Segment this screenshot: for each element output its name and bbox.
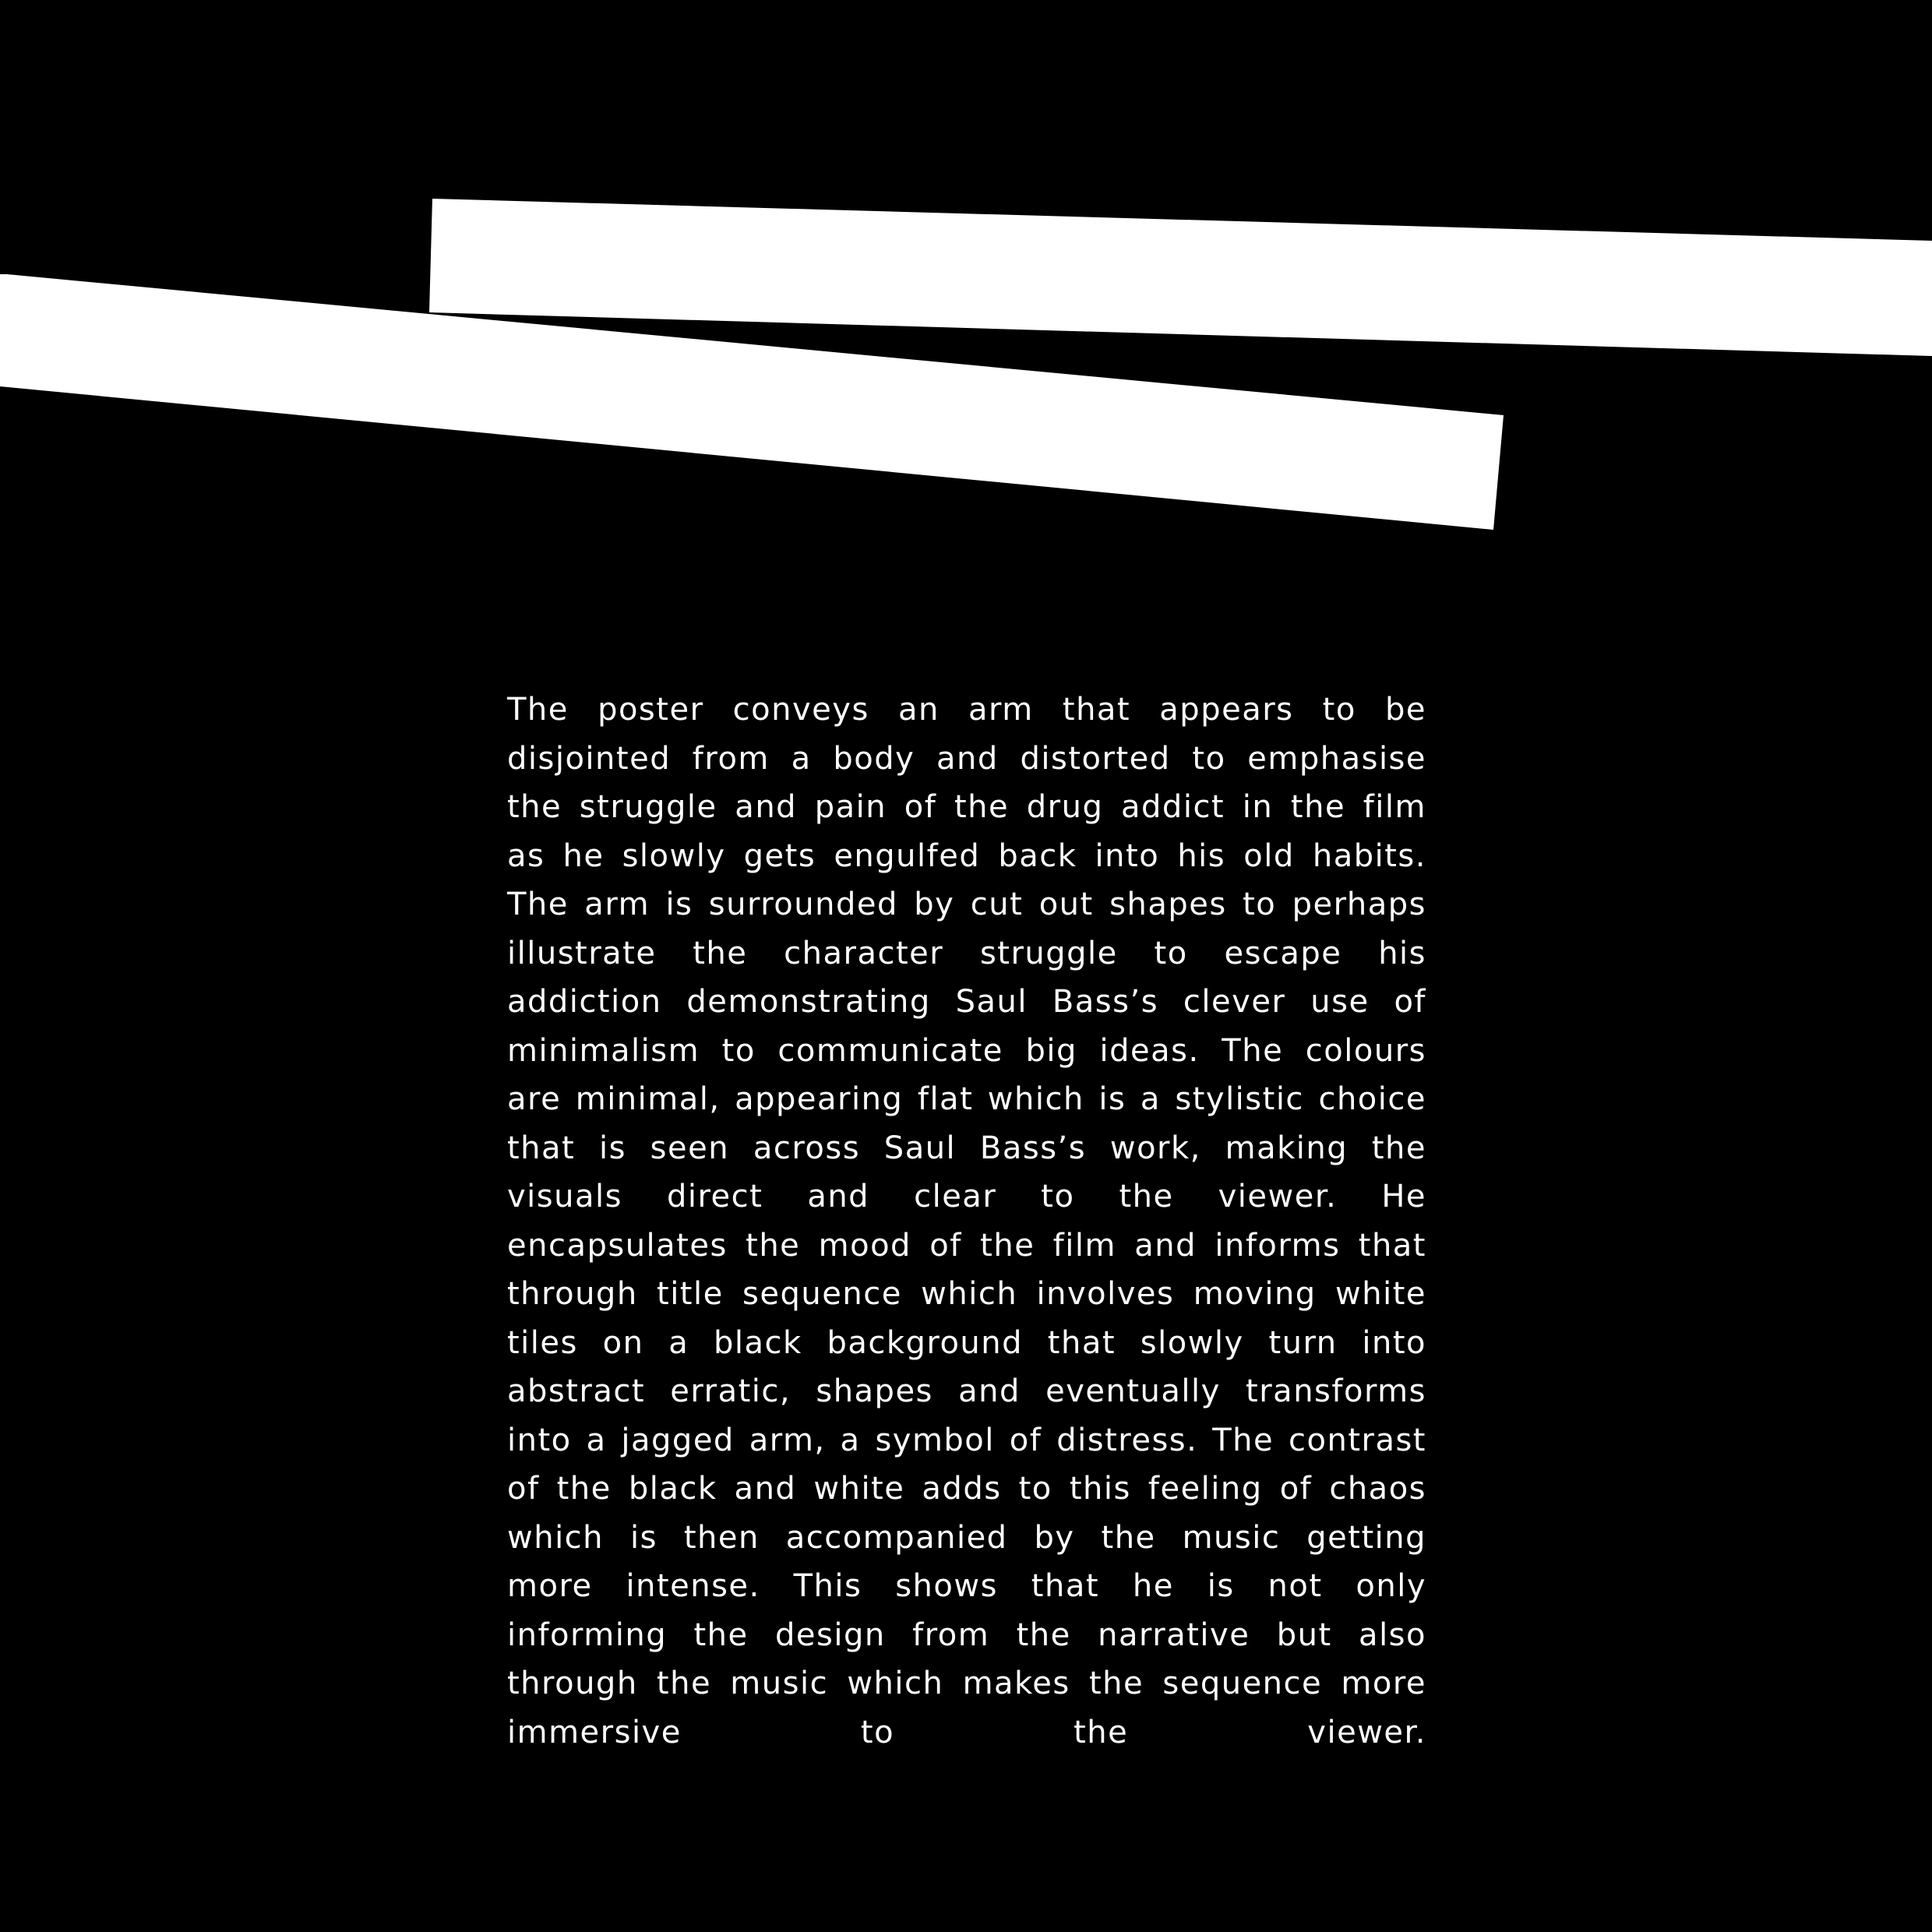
upper-white-bar <box>429 199 1932 356</box>
body-paragraph: The poster conveys an arm that appears to be disjointed from a body and distorted to emphasise the struggle and pain of the drug addict in the film as he slowly gets engulfed back into his old habits. The arm is surrounded by cut out shapes to perhaps illustrate the character struggle to escape his addiction demonstrating Saul Bass’s clever use of minimalism to communicate big ideas. The colours are minimal, appearing flat which is a stylistic choice that is seen across Saul Bass’s work, making the visuals direct and clear to the viewer. He encapsulates the mood of the film and informs that through title sequence which involves moving white tiles on a black background that slowly turn into abstract erratic, shapes and eventually transforms into a jagged arm, a symbol of distress. The contrast of the black and white adds to this feeling of chaos which is then accompanied by the music getting more intense. This shows that he is not only informing the design from the narrative but also through the music which makes the sequence more immersive to the viewer. <box>507 692 1426 1750</box>
